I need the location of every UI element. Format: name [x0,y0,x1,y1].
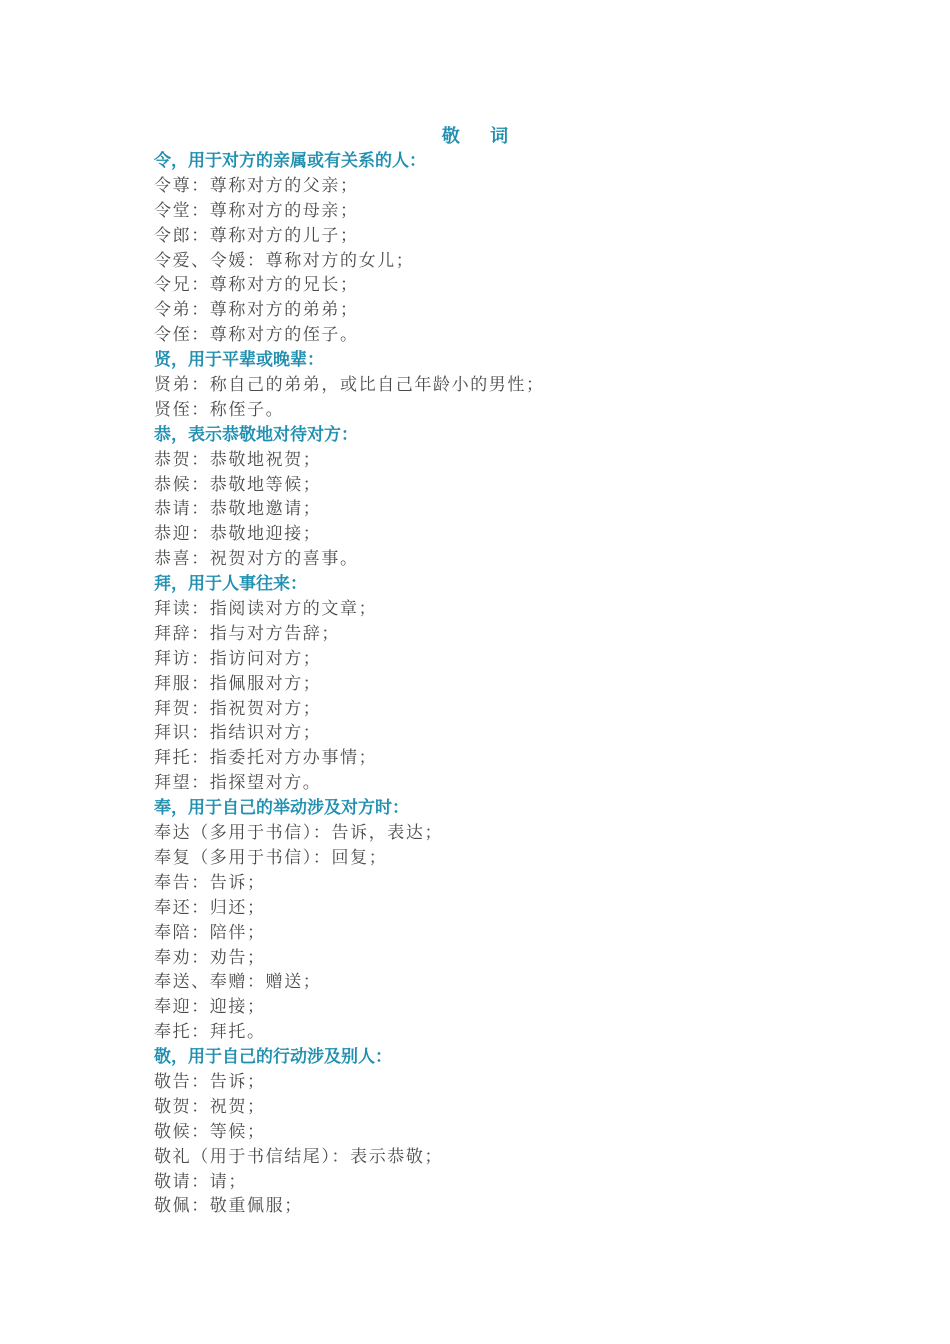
list-item: 令弟：尊称对方的弟弟； [154,300,359,321]
list-item: 奉迎：迎接； [154,997,266,1018]
list-item: 拜托：指委托对方办事情； [154,748,378,769]
section-heading-jing: 敬，用于自己的行动涉及别人： [154,1047,392,1068]
list-item: 奉还：归还； [154,897,266,918]
list-item: 敬佩：敬重佩服； [154,1196,303,1217]
list-item: 恭迎：恭敬地迎接； [154,524,322,545]
document-body [154,149,854,1219]
section-heading-gong: 恭，表示恭敬地对待对方： [154,424,358,445]
list-item: 恭请：恭敬地邀请； [154,499,322,520]
list-item: 奉劝：劝告； [154,947,266,968]
section-heading-ling: 令，用于对方的亲属或有关系的人： [154,151,426,171]
list-item: 拜识：指结识对方； [154,723,322,744]
list-item: 奉送、奉赠：赠送； [154,972,322,993]
list-item: 令兄：尊称对方的兄长； [154,275,359,296]
document-title: 敬 词 [441,126,521,147]
section-heading-feng: 奉，用于自己的举动涉及对方时： [154,798,409,819]
list-item: 拜辞：指与对方告辞； [154,623,340,644]
list-item: 奉陪：陪伴； [154,922,266,943]
list-item: 拜望：指探望对方。 [154,773,322,794]
list-item: 敬告：告诉； [154,1071,266,1092]
list-item: 奉托：拜托。 [154,1022,266,1043]
list-item: 恭贺：恭敬地祝贺； [154,449,322,470]
list-item: 敬候：等候； [154,1121,266,1142]
list-item: 贤侄：称侄子。 [154,399,285,420]
section-heading-bai: 拜，用于人事往来： [154,574,307,595]
list-item: 奉复（多用于书信）：回复； [154,847,388,868]
list-item: 令侄：尊称对方的侄子。 [154,325,359,346]
list-item: 贤弟：称自己的弟弟，或比自己年龄小的男性； [154,375,545,396]
list-item: 拜访：指访问对方； [154,648,322,669]
list-item: 令郎：尊称对方的儿子； [154,225,359,246]
list-item: 令尊：尊称对方的父亲； [154,175,359,196]
list-item: 拜读：指阅读对方的文章； [154,599,378,620]
list-item: 拜服：指佩服对方； [154,673,322,694]
list-item: 奉达（多用于书信）：告诉，表达； [154,823,444,844]
list-item: 敬礼（用于书信结尾）：表示恭敬； [154,1146,444,1167]
list-item: 恭喜：祝贺对方的喜事。 [154,549,359,570]
list-item: 令爱、令媛：尊称对方的女儿； [154,250,415,271]
section-heading-xian: 贤，用于平辈或晚辈： [154,350,324,371]
list-item: 敬请：请； [154,1171,247,1192]
list-item: 敬贺：祝贺； [154,1096,266,1117]
list-item: 奉告：告诉； [154,872,266,893]
list-item: 令堂：尊称对方的母亲； [154,200,359,221]
list-item: 恭候：恭敬地等候； [154,474,322,495]
list-item: 拜贺：指祝贺对方； [154,698,322,719]
